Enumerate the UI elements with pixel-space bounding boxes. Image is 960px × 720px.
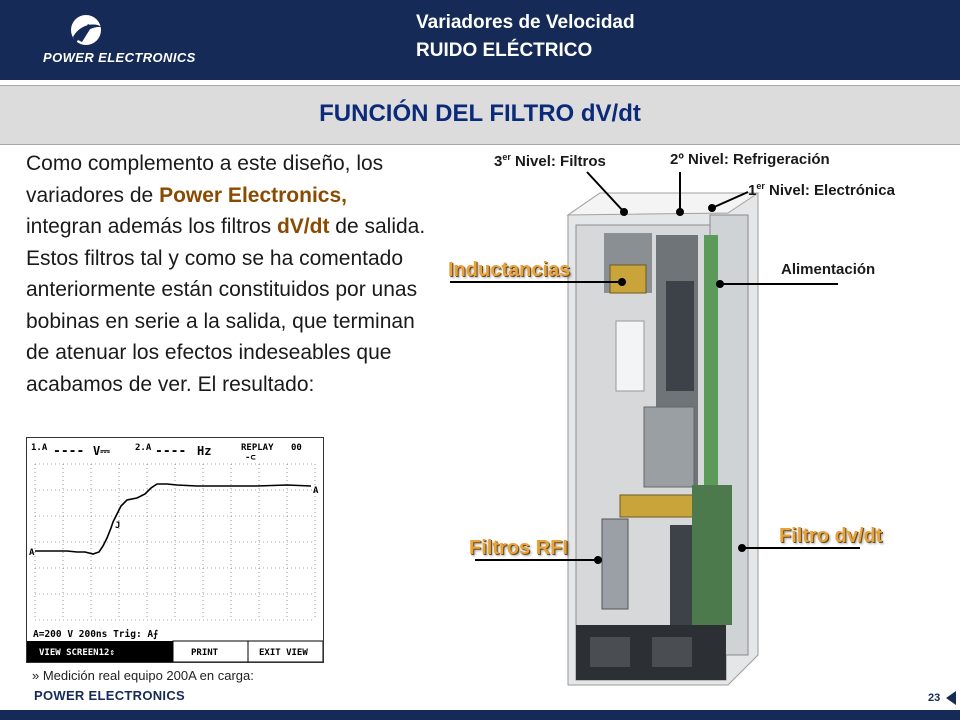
label-supply: Alimentación bbox=[781, 261, 876, 278]
scope-ch2-label: 2.A bbox=[135, 443, 152, 453]
page-number: 23 bbox=[928, 692, 941, 704]
drive-cabinet-illustration bbox=[560, 185, 760, 705]
label-level2-cooling: 2º Nivel: Refrigeración bbox=[670, 151, 830, 168]
brand-highlight: Power Electronics, bbox=[159, 183, 347, 207]
scope-trigger-icon: -⊂ bbox=[245, 453, 256, 463]
scope-marker-a-right: A bbox=[313, 486, 319, 496]
scope-ch1-label: 1.A bbox=[31, 443, 48, 453]
scope-marker-a-left: A bbox=[29, 548, 35, 558]
footer-bar bbox=[0, 710, 960, 720]
label-rfi-filters: Filtros RFI bbox=[469, 537, 568, 559]
oscilloscope-screen bbox=[26, 437, 324, 663]
body-text-2: integran además los filtros bbox=[26, 215, 277, 238]
label-level3-filters: 3er Nivel: Filtros bbox=[494, 152, 606, 170]
scope-mode-num: 00 bbox=[291, 443, 302, 453]
measurement-caption: » Medición real equipo 200A en carga: bbox=[32, 668, 254, 683]
label-inductances: Inductancias bbox=[448, 259, 571, 281]
previous-slide-icon[interactable] bbox=[946, 691, 956, 705]
footer-brand: POWER ELECTRONICS bbox=[34, 688, 185, 703]
softkey-print: PRINT bbox=[191, 648, 219, 658]
scope-ch1-dashes: ---- bbox=[53, 444, 85, 459]
label-level3-text: Nivel: Filtros bbox=[515, 153, 606, 170]
softkey-exit-view: EXIT VIEW bbox=[259, 648, 308, 658]
header-title: Variadores de Velocidad bbox=[416, 12, 635, 33]
body-text-1: Como complemento a este diseño, los variadores de bbox=[26, 152, 384, 207]
logo-wordmark: POWER ELECTRONICS bbox=[43, 50, 196, 65]
scope-ch1-unit: V⎓ bbox=[93, 444, 110, 458]
scope-ch2-dashes: ---- bbox=[155, 444, 187, 459]
dvdt-highlight: dV/dt bbox=[276, 215, 330, 238]
scope-mode: REPLAY bbox=[241, 443, 274, 453]
label-dvdt-filter: Filtro dv/dt bbox=[779, 525, 883, 547]
slide-title-box bbox=[0, 85, 960, 145]
label-level1-electronics: 1er Nivel: Electrónica bbox=[748, 181, 895, 199]
scope-ch2-unit: Hz bbox=[197, 444, 212, 458]
softkey-view-screen: VIEW SCREEN12⇕ bbox=[39, 648, 115, 658]
header-bar bbox=[0, 0, 960, 80]
header-subtitle: RUIDO ELÉCTRICO bbox=[416, 40, 593, 61]
label-level1-text: Nivel: Electrónica bbox=[769, 182, 895, 199]
scope-marker-j: J bbox=[115, 521, 121, 531]
body-text-3: de salida. Estos filtros tal y como se ha comentado anteriormente están constituidos por unas bobinas en serie a la salida, que terminan de atenuar los efectos indeseables que acabamos de ver. El resultado: bbox=[26, 215, 426, 396]
body-paragraph bbox=[26, 148, 426, 400]
slide-title: FUNCIÓN DEL FILTRO dV/dt bbox=[319, 100, 641, 127]
scope-readout: A=200 V 200ns Trig: A⨍ bbox=[33, 629, 159, 640]
